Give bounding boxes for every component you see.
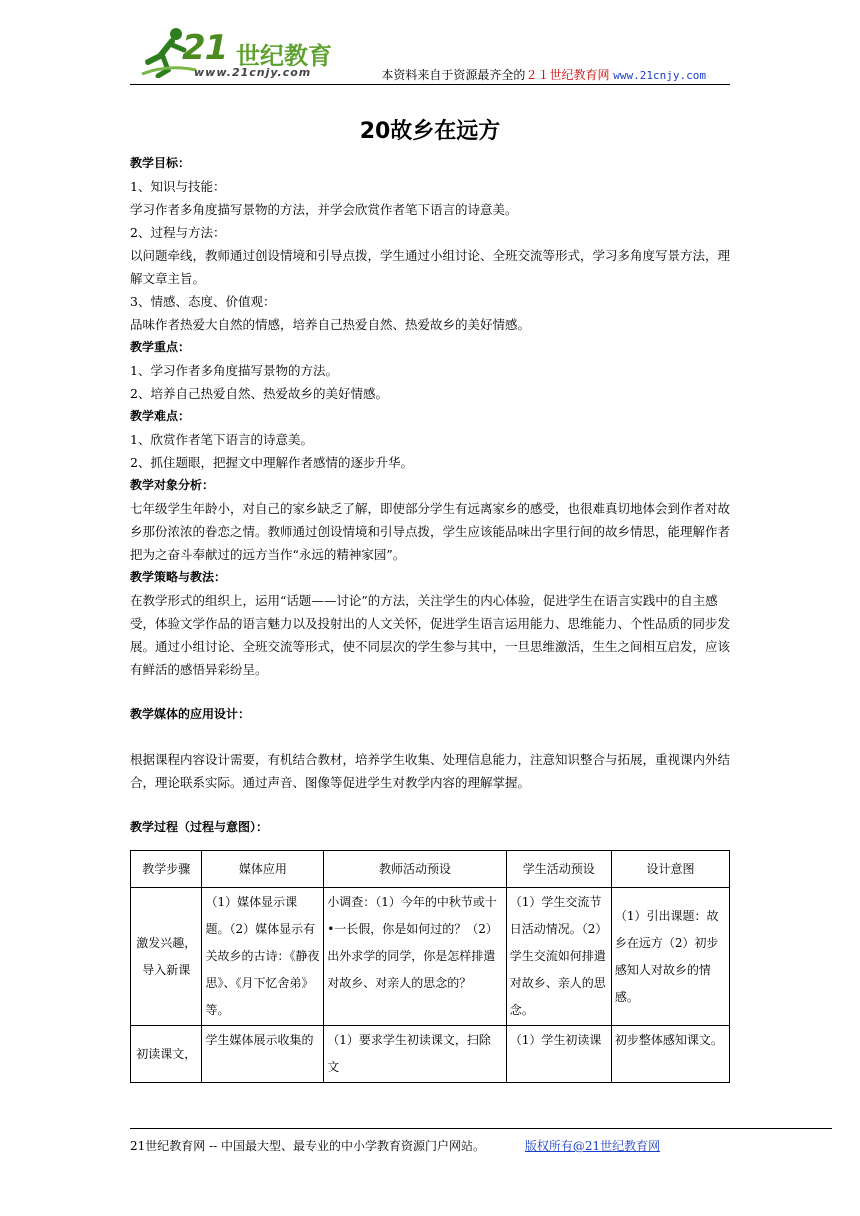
paragraph: 七年级学生年龄小，对自己的家乡缺乏了解，即使部分学生有远离家乡的感受，也很难真切地体会到作者对故乡那份浓浓的眷恋之情。教师通过创设情境和引导点拨，学生应该能品味出字里行间的故乡情思，能理解作者把为之奋斗奉献过的远方当作“永远的精神家园”。 <box>130 501 731 562</box>
paragraph: 2、过程与方法： <box>130 225 226 240</box>
section-heading: 教学重点： <box>130 340 191 354</box>
logo-url: www.21cnjy.com <box>194 66 312 79</box>
paragraph: 品味作者热爱大自然的情感，培养自己热爱自然、热爱故乡的美好情感。 <box>130 317 531 332</box>
table-row <box>131 888 730 1026</box>
table-cell: （1）媒体显示课题。（2）媒体显示有关故乡的古诗：《静夜思》、《月下忆舍弟》等。 <box>202 888 324 1026</box>
paragraph: 以问题牵线，教师通过创设情境和引导点拨，学生通过小组讨论、全班交流等形式，学习多角度写景方法，理解文章主旨。 <box>130 248 731 286</box>
logo-number: 21 <box>182 28 228 68</box>
source-url-link[interactable]: www.21cnjy.com <box>613 69 706 82</box>
paragraph: 3、情感、态度、价值观： <box>130 294 276 309</box>
table-cell: 小调查：（1）今年的中秋节或十•一长假，你是如何过的？（2）出外求学的同学，你是怎样排遣对故乡、对亲人的思念的？ <box>324 888 506 1026</box>
paragraph: 2、培养自己热爱自然、热爱故乡的美好情感。 <box>130 386 388 401</box>
teaching-process-table <box>130 850 730 1083</box>
spacer <box>130 794 730 816</box>
table-cell: 激发兴趣，导入新课 <box>131 888 202 1026</box>
paragraph: 在教学形式的组织上，运用“话题——讨论”的方法，关注学生的内心体验，促进学生在语言实践中的自主感受，体验文学作品的语言魅力以及投射出的人文关怀，促进学生语言运用能力、思维能力、个性品质的同步发展。通过小组讨论、全班交流等形式，使不同层次的学生参与其中，一旦思维激活，生生之间相互启发，应该有鲜活的感悟异彩纷呈。 <box>130 593 731 677</box>
column-header: 媒体应用 <box>202 851 324 888</box>
table-cell: （1）要求学生初读课文，扫除文 <box>324 1026 506 1083</box>
table-row <box>131 1026 730 1083</box>
column-header: 学生活动预设 <box>506 851 611 888</box>
source-site-name[interactable]: ２１世纪教育网 <box>525 68 610 82</box>
paragraph: 1、欣赏作者笔下语言的诗意美。 <box>130 432 313 447</box>
paragraph: 1、知识与技能： <box>130 179 226 194</box>
page-header <box>130 20 730 85</box>
source-prefix: 本资料来自于资源最齐全的 <box>381 68 526 82</box>
document-body <box>130 152 730 839</box>
footer-text: 21世纪教育网 -- 中国最大型、最专业的中小学教育资源门户网站。 <box>130 1139 486 1153</box>
source-note <box>381 66 706 83</box>
table-cell: （1）学生交流节日活动情况。（2）学生交流如何排遣对故乡、亲人的思念。 <box>506 888 611 1026</box>
column-header: 教师活动预设 <box>324 851 506 888</box>
site-logo[interactable] <box>138 22 338 82</box>
section-heading: 教学目标： <box>130 156 191 170</box>
paragraph: 根据课程内容设计需要，有机结合教材，培养学生收集、处理信息能力，注意知识整合与拓展，重视课内外结合，理论联系实际。通过声音、图像等促进学生对教学内容的理解掌握。 <box>130 752 731 790</box>
section-heading: 教学媒体的应用设计： <box>130 707 251 721</box>
logo-text: 世纪教育 <box>236 42 332 70</box>
table-cell: 学生媒体展示收集的 <box>202 1026 324 1083</box>
paragraph: 2、抓住题眼，把握文中理解作者感情的逐步升华。 <box>130 455 413 470</box>
table-cell: 初读课文， <box>131 1026 202 1083</box>
section-heading: 教学难点： <box>130 409 191 423</box>
section-heading: 教学对象分析： <box>130 478 215 492</box>
spacer <box>130 681 730 703</box>
page-title: 20故乡在远方 <box>359 119 501 144</box>
section-heading: 教学过程（过程与意图）： <box>130 820 269 834</box>
spacer <box>130 726 730 748</box>
section-heading: 教学策略与教法： <box>130 570 227 584</box>
copyright-link[interactable]: 版权所有@21世纪教育网 <box>524 1139 661 1153</box>
table-cell: 初步整体感知课文。 <box>611 1026 729 1083</box>
column-header: 教学步骤 <box>131 851 202 888</box>
table-cell: （1）学生初读课 <box>506 1026 611 1083</box>
paragraph: 1、学习作者多角度描写景物的方法。 <box>130 363 338 378</box>
table-cell: （1）引出课题：故乡在远方（2）初步感知人对故乡的情感。 <box>611 888 729 1026</box>
column-header: 设计意图 <box>611 851 729 888</box>
table-header-row <box>131 851 730 888</box>
paragraph: 学习作者多角度描写景物的方法，并学会欣赏作者笔下语言的诗意美。 <box>130 202 518 217</box>
page-footer <box>130 1128 832 1154</box>
